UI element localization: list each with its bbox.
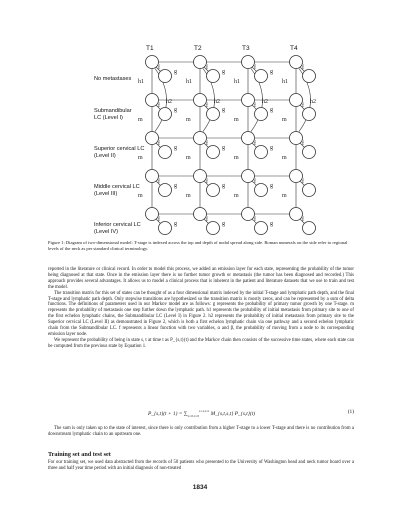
edge-label-f: f: [206, 103, 208, 109]
edge-label-f: f: [158, 65, 160, 71]
edge-label-g: g: [174, 145, 177, 151]
state-node: [290, 170, 303, 183]
edge-label-f: f: [206, 179, 208, 185]
edge-label-f: f: [254, 179, 256, 185]
edge-label-h1: h1: [186, 79, 192, 85]
edge-label-g: g: [222, 183, 225, 189]
state-node: [290, 208, 303, 221]
row-label-line: (Level IV): [94, 228, 118, 235]
edge-label-f: f: [206, 141, 208, 147]
edge-label-f: f: [302, 217, 304, 223]
row-label-line: Middle cervical LC: [94, 184, 140, 190]
edge-label-m: m: [186, 117, 191, 123]
row-label-line: No metastases: [94, 76, 132, 82]
row-label-4: [94, 222, 141, 235]
emission-node: [303, 184, 316, 197]
edge-label-f: f: [302, 141, 304, 147]
emission-node: [207, 108, 220, 121]
edge-label-m: m: [138, 155, 143, 161]
edge-label-m: m: [282, 155, 287, 161]
state-node: [146, 94, 159, 107]
emission-node: [159, 108, 172, 121]
edge-label-g: g: [222, 145, 225, 151]
edge-label-g: g: [270, 107, 273, 113]
state-node: [242, 56, 255, 69]
body-text-after-eq: [48, 426, 354, 438]
emission-node: [303, 70, 316, 83]
edge-label-m: m: [282, 193, 287, 199]
edge-label-h1: h1: [138, 79, 144, 85]
emission-node: [255, 222, 268, 235]
edge-label-h2: h2: [310, 99, 316, 105]
edge-label-g: g: [222, 69, 225, 75]
equation-sum-upper: s=s,t=t: [199, 409, 210, 413]
row-label-3: [94, 184, 140, 197]
emission-node: [207, 222, 220, 235]
edge-label-f: f: [302, 179, 304, 185]
row-label-line: Inferior cervical LC: [94, 222, 141, 228]
row-label-2: [94, 146, 144, 159]
edge-label-m: m: [186, 155, 191, 161]
state-node: [194, 132, 207, 145]
emission-node: [159, 70, 172, 83]
column-header-t4: T4: [290, 45, 298, 52]
state-node: [146, 170, 159, 183]
state-node: [290, 56, 303, 69]
edge-label-h1: h1: [282, 79, 288, 85]
emission-node: [303, 146, 316, 159]
emission-node: [159, 184, 172, 197]
edge-label-m: m: [138, 193, 143, 199]
column-header-t1: T1: [146, 45, 154, 52]
edge-label-h2: h2: [166, 99, 172, 105]
edge-label-f: f: [158, 103, 160, 109]
emission-node: [255, 108, 268, 121]
edge-label-m: m: [234, 117, 239, 123]
row-label-line: LC (Level I): [94, 114, 123, 121]
emission-node: [303, 108, 316, 121]
edge-label-m: m: [234, 193, 239, 199]
edge-label-f: f: [158, 179, 160, 185]
emission-node: [207, 146, 220, 159]
edge-label-g: g: [222, 107, 225, 113]
equation-number: (1): [347, 409, 354, 415]
paragraph-4: The sum is only taken up to the state of interest, since there is only contribution from a higher T-stage to a lower T-stage and there is no contribution from a downstream lymphatic chain to an upstream one.: [48, 426, 354, 437]
emission-node: [255, 184, 268, 197]
state-node: [146, 56, 159, 69]
row-label-0: [94, 76, 131, 83]
edge-label-g: g: [174, 221, 177, 227]
state-node: [146, 208, 159, 221]
emission-node: [303, 222, 316, 235]
edge-label-m: m: [234, 155, 239, 161]
equation-1: [48, 406, 354, 420]
state-node: [146, 132, 159, 145]
page-number: 1834: [192, 484, 208, 491]
state-node: [242, 170, 255, 183]
emission-node: [159, 146, 172, 159]
edge-label-m: m: [138, 117, 143, 123]
state-node: [290, 94, 303, 107]
body-text-top: [48, 267, 354, 350]
column-header-t3: T3: [242, 45, 250, 52]
equation-lhs: P_{s,t}(t + 1) =: [148, 410, 183, 417]
row-label-line: Superior cervical LC: [94, 146, 145, 152]
emission-node: [159, 222, 172, 235]
equation-sum-lower: s=0,t=0: [187, 413, 199, 418]
edge-label-g: g: [174, 69, 177, 75]
section-heading: Training set and test set: [48, 451, 111, 458]
equation-body: P_{s,t}(t + $1) = \sum_{s=0,t=0}^{s=s,t=t}$ M_{s,t,s,t} P_{s,t}(t): [148, 409, 256, 418]
state-node: [242, 94, 255, 107]
edge-label-h1: h1: [234, 79, 240, 85]
edge-label-f: f: [206, 65, 208, 71]
emission-node: [207, 70, 220, 83]
edge-label-h2: h2: [262, 99, 268, 105]
column-header-t2: T2: [194, 45, 202, 52]
edge-label-f: f: [254, 141, 256, 147]
edge-label-f: f: [206, 217, 208, 223]
paragraph-3: We represent the probability of being in state s, t at time t as P_{s,t}(t) and the Markov chain then consists of the successive time states, where each state can be computed from the previous state by Equation 1.: [48, 337, 354, 349]
paragraph-1: reported in the literature or clinical record. In order to model this process, we added an emission layer for each state, representing the probability of the tumor being diagnosed at that state. Once in the emission layer there is no further tumor growth or metastasis (the tumor has been diagnosed and recorded.) This approach provides several advantages. It allows us to model a clinical process that is inherent in the patient and literature datasets that we use to train and test the model.: [48, 267, 354, 290]
equation-rhs: M_{s,t,s,t} P_{s,t}(t): [210, 410, 256, 417]
edge-label-f: f: [158, 141, 160, 147]
figure-caption: Figure 1: Diagram of two-dimensional model: T-stage is indexed across the top and depth of nodal spread along side. Roman numerals on the side refer to regional levels of the neck as per standard clinical terminology.: [48, 240, 348, 251]
row-label-line: (Level II): [94, 152, 116, 159]
state-node: [194, 208, 207, 221]
paragraph-5: For our training set, we used data abstracted from the records of 50 patients who presented to the University of Washington head and neck tumor board over a three and half year time period with an initial diagnosis of non-treated: [48, 460, 354, 471]
edge-label-f: f: [254, 217, 256, 223]
edge-label-h2: h2: [214, 99, 220, 105]
state-node: [242, 132, 255, 145]
edge-label-m: m: [186, 193, 191, 199]
emission-node: [255, 146, 268, 159]
edge-label-g: g: [174, 107, 177, 113]
edge-label-g: g: [270, 69, 273, 75]
body-text-bottom: [48, 460, 354, 472]
edge-label-f: f: [158, 217, 160, 223]
edge-label-g: g: [174, 183, 177, 189]
edge-label-g: g: [270, 145, 273, 151]
state-node: [290, 132, 303, 145]
state-node: [194, 94, 207, 107]
state-node: [194, 56, 207, 69]
row-label-1: [94, 108, 132, 121]
edge-label-g: g: [270, 221, 273, 227]
edge-label-f: f: [254, 103, 256, 109]
row-label-line: Submandibular: [94, 108, 132, 114]
emission-node: [255, 70, 268, 83]
edge-label-f: f: [254, 65, 256, 71]
paragraph-2: The transition matrix for this set of states can be thought of as a four dimensional matrix indexed by the initial T-stage and lymphatic path depth, and the final T-stage and lymphatic path depth. Only stepwise transitions are hypothesized so the transition matrix is mostly zeros, and can be represented by a sum of delta functions. The definitions of parameters used in our Markov model are as follows: g represents the probability of primary tumor growth by one T-stage. m represents the probability of metastasis one step further down the lymphatic path. h1 represents the probability of initial metastasis from primary site to one of the first echelon lymphatic chains, the Submandibular LC (Level I) in Figure 2. h2 represents the probability of initial metastasis from primary site to the Superior cervical LC (Level II) as demonstrated in Figure 2, which is both a first echelon lymphatic chain via one pathway and a second echelon lymphatic chain from the Submandibular LC. f represents a linear function with two variables, α and β, the probability of moving from a node to its corresponding emission layer node.: [48, 290, 354, 337]
row-label-line: (Level III): [94, 190, 118, 197]
state-node: [194, 170, 207, 183]
emission-node: [207, 184, 220, 197]
edge-label-m: m: [282, 117, 287, 123]
markov-model-diagram: [90, 42, 316, 240]
state-node: [242, 208, 255, 221]
edge-label-f: f: [302, 65, 304, 71]
edge-label-g: g: [222, 221, 225, 227]
edge-label-f: f: [302, 103, 304, 109]
edge-label-g: g: [270, 183, 273, 189]
